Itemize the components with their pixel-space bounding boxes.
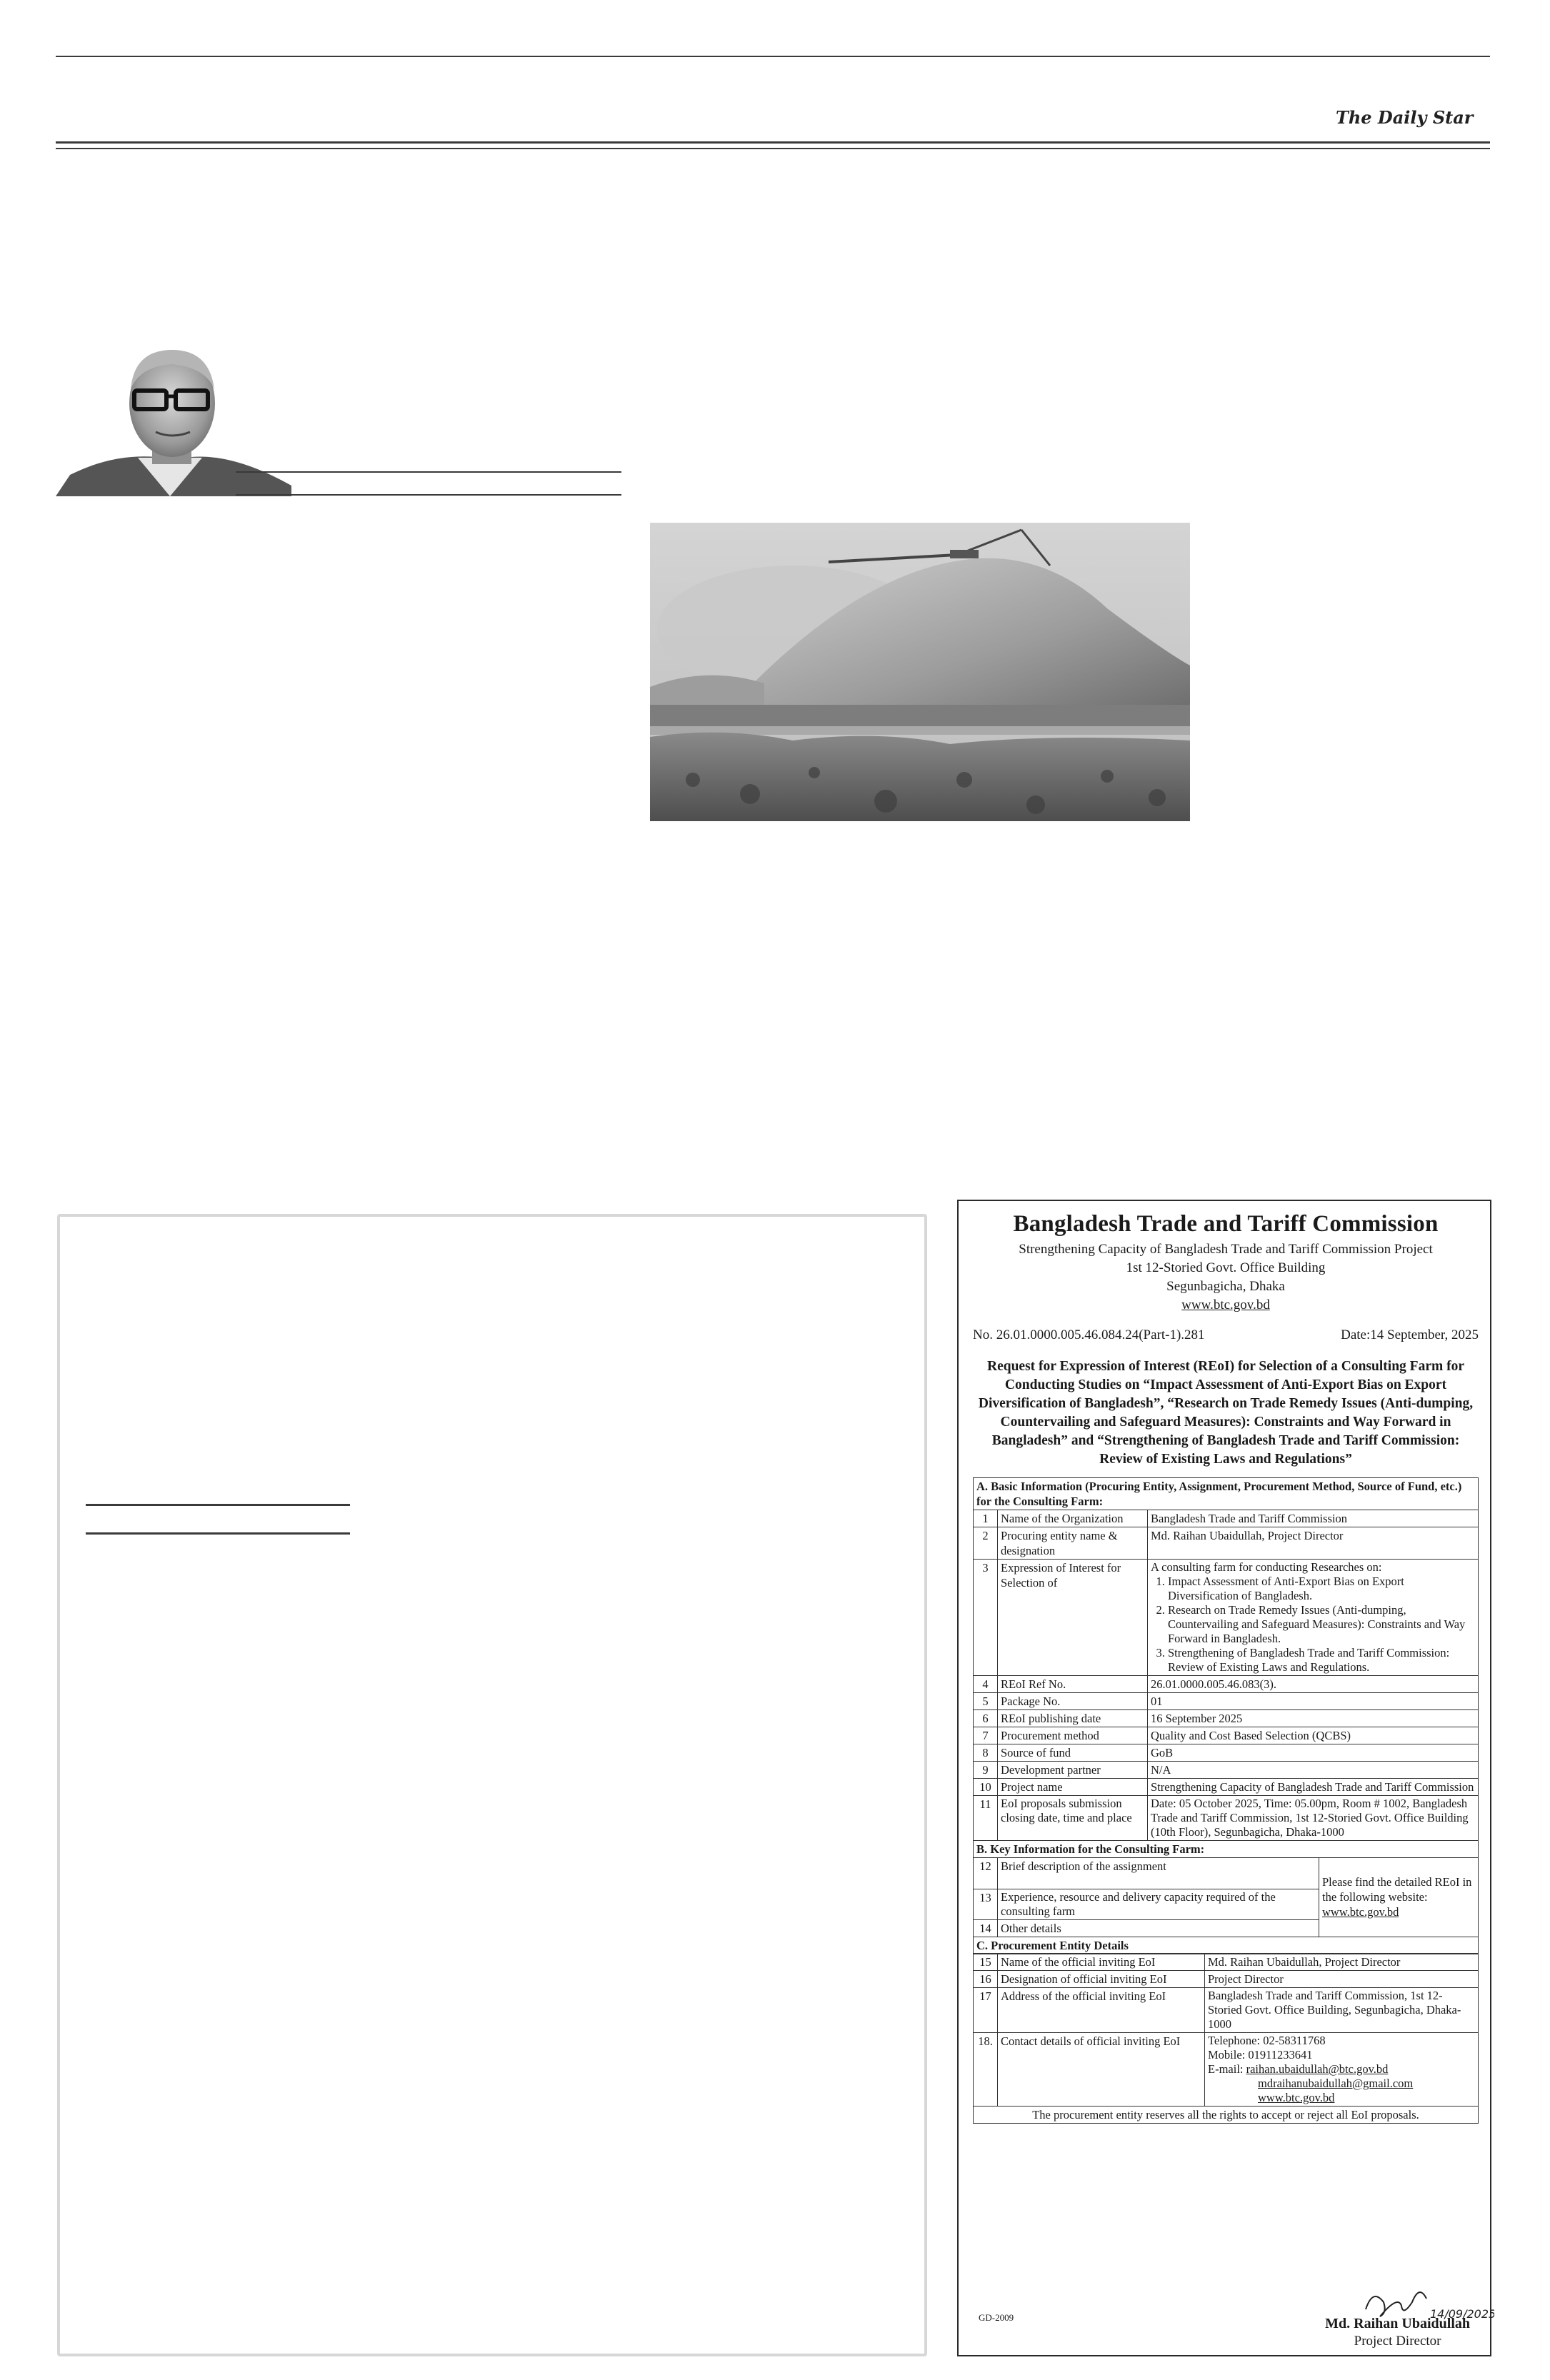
row-num: 3 — [974, 1560, 998, 1676]
row-value: 01 — [1148, 1693, 1479, 1710]
contact-telephone: Telephone: 02-58311768 — [1208, 2034, 1326, 2047]
table-row — [974, 1727, 1479, 1744]
ad-address-line2: Segunbagicha, Dhaka — [1166, 1279, 1285, 1294]
section-a-heading: A. Basic Information (Procuring Entity, Assignment, Procurement Method, Source of Fund, etc.) for the Consulting Farm: — [974, 1478, 1479, 1510]
row-value: 26.01.0000.005.46.083(3). — [1148, 1676, 1479, 1693]
row-value: Quality and Cost Based Selection (QCBS) — [1148, 1727, 1479, 1744]
row-label: Procuring entity name & designation — [998, 1527, 1148, 1560]
row-label: Package No. — [998, 1693, 1148, 1710]
row-value: 16 September 2025 — [1148, 1710, 1479, 1727]
eoi-info-table — [973, 1477, 1479, 1858]
panel-rule-1 — [86, 1504, 350, 1506]
ad-ref-no: No. 26.01.0000.005.46.084.24(Part-1).281 — [973, 1327, 1205, 1342]
table-row — [974, 1744, 1479, 1762]
row-num: 5 — [974, 1693, 998, 1710]
key-info-note-text: Please find the detailed REoI in the following website: — [1322, 1875, 1472, 1904]
row-label: Procurement method — [998, 1727, 1148, 1744]
row-value: Date: 05 October 2025, Time: 05.00pm, Room # 1002, Bangladesh Trade and Tariff Commission, 1st 12-Storied Govt. Office Building (10th Floor), Segunbagicha, Dhaka-1000 — [1148, 1796, 1479, 1841]
section-b-heading: B. Key Information for the Consulting Farm: — [974, 1841, 1479, 1858]
contact-email-label: E-mail: — [1208, 2062, 1246, 2076]
contact-website[interactable]: www.btc.gov.bd — [1258, 2091, 1335, 2104]
ad-org-title: Bangladesh Trade and Tariff Commission — [1013, 1211, 1439, 1237]
row-label: Address of the official inviting EoI — [998, 1988, 1205, 2033]
row-label: Brief description of the assignment — [998, 1857, 1319, 1889]
gd-code: GD-2009 — [979, 2312, 1014, 2323]
table-row — [974, 1779, 1479, 1796]
eoi-advertisement — [957, 1200, 1494, 2356]
table-row — [974, 1762, 1479, 1779]
contact-details — [1205, 2033, 1479, 2107]
ad-project-line: Strengthening Capacity of Bangladesh Trade and Tariff Commission Project — [1019, 1242, 1433, 1257]
footer-row — [974, 2107, 1479, 2124]
reservation-note: The procurement entity reserves all the rights to accept or reject all EoI proposals. — [974, 2107, 1479, 2124]
row-num: 6 — [974, 1710, 998, 1727]
ad-date: Date:14 September, 2025 — [1341, 1327, 1479, 1342]
row-num: 15 — [974, 1954, 998, 1971]
row-num: 16 — [974, 1971, 998, 1988]
research-intro: A consulting farm for conducting Researches on: — [1151, 1560, 1382, 1574]
row-num: 9 — [974, 1762, 998, 1779]
ad-address-line1: 1st 12-Storied Govt. Office Building — [1126, 1260, 1326, 1275]
row-value — [1148, 1560, 1479, 1676]
signature-date: 14/09/2025 — [1430, 2307, 1494, 2321]
row-label: Name of the Organization — [998, 1510, 1148, 1527]
row-value: Project Director — [1205, 1971, 1479, 1988]
row-value: GoB — [1148, 1744, 1479, 1762]
signer-block — [1325, 2315, 1470, 2350]
row-label: REoI publishing date — [998, 1710, 1148, 1727]
row-num: 13 — [974, 1889, 998, 1919]
table-row — [974, 1527, 1479, 1560]
table-row — [974, 1857, 1479, 1889]
section-a-row — [974, 1478, 1479, 1510]
contact-mobile: Mobile: 01911233641 — [1208, 2048, 1313, 2062]
row-value: Strengthening Capacity of Bangladesh Trade and Tariff Commission — [1148, 1779, 1479, 1796]
table-row — [974, 1796, 1479, 1841]
row-label: Contact details of official inviting EoI — [998, 2033, 1205, 2107]
section-c-row — [974, 1937, 1479, 1954]
row-label: EoI proposals submission closing date, time and place — [998, 1796, 1148, 1841]
top-rule — [56, 56, 1490, 57]
key-info-website-link[interactable]: www.btc.gov.bd — [1322, 1905, 1399, 1919]
row-num: 2 — [974, 1527, 998, 1560]
table-row — [974, 1710, 1479, 1727]
signer-title: Project Director — [1354, 2334, 1441, 2349]
masthead-rule-thin — [56, 148, 1490, 149]
row-num: 11 — [974, 1796, 998, 1841]
row-label: Development partner — [998, 1762, 1148, 1779]
table-row — [974, 1560, 1479, 1676]
newspaper-brand: The Daily Star — [1336, 107, 1474, 128]
content-panel — [57, 1214, 927, 2356]
entity-details-table — [973, 1953, 1479, 2124]
row-label: Experience, resource and delivery capacity required of the consulting farm — [998, 1889, 1319, 1919]
panel-rule-2 — [86, 1532, 350, 1535]
row-label: Expression of Interest for Selection of — [998, 1560, 1148, 1676]
row-label: Name of the official inviting EoI — [998, 1954, 1205, 1971]
table-row — [974, 1510, 1479, 1527]
ad-request-heading: Request for Expression of Interest (REoI) for Selection of a Consulting Farm for Conducting Studies on “Impact Assessment of Anti-Export Bias on Export Diversification of Bangladesh”, “Research on Trade Remedy Issues (Anti-dumping, Countervailing and Safeguard Measures): Constraints and Way Forward in Bangladesh” and “Strengthening of Bangladesh Trade and Tariff Commission: Review of Existing Laws and Regulations” — [978, 1359, 1474, 1467]
row-value: Bangladesh Trade and Tariff Commission, 1st 12-Storied Govt. Office Building, Segunbagicha, Dhaka-1000 — [1205, 1988, 1479, 2033]
table-row — [974, 1954, 1479, 1971]
mine-stockpile-photo — [650, 523, 1190, 821]
row-num: 7 — [974, 1727, 998, 1744]
research-item: 1. Impact Assessment of Anti-Export Bias on Export Diversification of Bangladesh. — [1168, 1575, 1475, 1603]
signer-name: Md. Raihan Ubaidullah — [1325, 2316, 1470, 2331]
table-row — [974, 1988, 1479, 2033]
byline-rule-1 — [236, 471, 621, 473]
row-label: REoI Ref No. — [998, 1676, 1148, 1693]
contact-email-line — [1208, 2062, 1475, 2077]
row-num: 18. — [974, 2033, 998, 2107]
row-num: 14 — [974, 1919, 998, 1937]
table-row — [974, 1693, 1479, 1710]
research-item: 2. Research on Trade Remedy Issues (Anti-dumping, Countervailing and Safeguard Measures): Constraints and Way Forward in Bangladesh. — [1168, 1603, 1475, 1646]
row-value: Bangladesh Trade and Tariff Commission — [1148, 1510, 1479, 1527]
ad-ref-line — [973, 1327, 1479, 1343]
row-value: Md. Raihan Ubaidullah, Project Director — [1148, 1527, 1479, 1560]
ad-website-link[interactable]: www.btc.gov.bd — [1181, 1297, 1270, 1312]
row-num: 1 — [974, 1510, 998, 1527]
row-num: 10 — [974, 1779, 998, 1796]
research-list — [1168, 1575, 1475, 1674]
byline-rule-2 — [236, 494, 621, 496]
row-value: Md. Raihan Ubaidullah, Project Director — [1205, 1954, 1479, 1971]
table-row — [974, 2033, 1479, 2107]
row-num: 4 — [974, 1676, 998, 1693]
table-row — [974, 1971, 1479, 1988]
row-num: 12 — [974, 1857, 998, 1889]
contact-email-2[interactable]: mdraihanubaidullah@gmail.com — [1258, 2077, 1414, 2090]
contact-email-1[interactable]: raihan.ubaidullah@btc.gov.bd — [1246, 2062, 1389, 2076]
row-label: Project name — [998, 1779, 1148, 1796]
row-num: 17 — [974, 1988, 998, 2033]
row-label: Other details — [998, 1919, 1319, 1937]
research-item: 3. Strengthening of Bangladesh Trade and Tariff Commission: Review of Existing Laws and Regulations. — [1168, 1646, 1475, 1674]
key-info-note — [1319, 1857, 1479, 1937]
masthead-rule-thick — [56, 141, 1490, 144]
section-b-row — [974, 1841, 1479, 1858]
row-label: Designation of official inviting EoI — [998, 1971, 1205, 1988]
section-c-heading: C. Procurement Entity Details — [974, 1937, 1479, 1954]
key-info-table — [973, 1857, 1479, 1954]
row-num: 8 — [974, 1744, 998, 1762]
row-value: N/A — [1148, 1762, 1479, 1779]
table-row — [974, 1676, 1479, 1693]
row-label: Source of fund — [998, 1744, 1148, 1762]
